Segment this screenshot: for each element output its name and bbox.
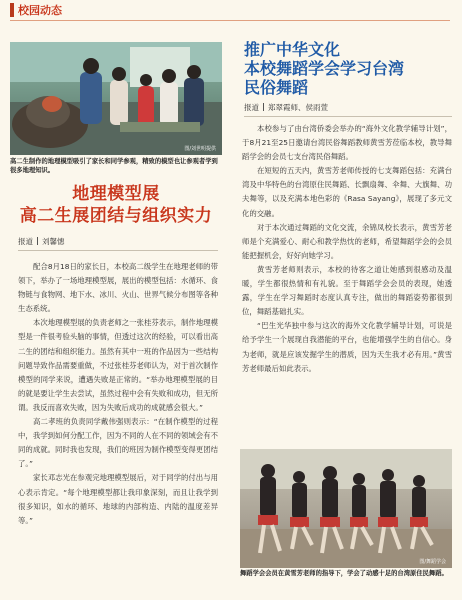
byline	[18, 236, 65, 247]
photo-credit: 图/舞蹈学会	[419, 559, 446, 565]
section-title: 校园动态	[18, 4, 62, 17]
section-divider	[10, 20, 450, 21]
photo-caption: 高二生制作的地理模型吸引了家长和同学参观，精致的模型也让参观者学到很多地理知识。	[10, 158, 218, 174]
photo-caption: 舞蹈学会会员在黄雪芳老师的指导下，学会了动感十足的台湾原住民舞蹈。	[240, 570, 448, 577]
section-marker	[10, 3, 14, 17]
photo-credit: 图/刘世明提供	[184, 146, 216, 152]
left-article-body	[18, 260, 218, 528]
exhibition-scene	[10, 42, 222, 155]
byline-separator	[263, 103, 264, 111]
paragraph: 家长邓志光在参观完地理模型展后，对于同学的付出与用心表示肯定。“每个地理模型都让我印象深刻，而且让我学到很多知识，如水的循环、地球的内部构造、内陆的温度差异等。”	[18, 473, 218, 525]
byline-divider	[18, 250, 218, 251]
paragraph: 黄雪芳老师则表示，本校的待客之道让她感到很感动及温暖，学生都很热情和有礼貌。至于舞蹈学会会员的表现，她透露，学生在学习舞蹈时态度认真专注，做出的舞蹈姿势都很到位，舞蹈基础扎实。	[242, 264, 452, 317]
byline-authors: 郑翠霞师、侯雨萱	[268, 103, 328, 112]
article-title-line3: 民俗舞蹈	[244, 78, 309, 97]
geography-model-photo	[10, 42, 222, 155]
section-header	[0, 0, 462, 22]
article-title-line2: 高二生展团结与组织实力	[19, 206, 213, 226]
paragraph: “巴生光华独中参与这次的海外文化教学辅导计划，可说是给予学生一个展现自我潜能的平台，也能增强学生的自信心。身为老师，就是应该发掘学生的潜质，因为天生我才必有用。”黄雪芳老师最后如此表示。	[242, 321, 452, 373]
dance-practice-photo	[240, 449, 452, 568]
dance-scene	[240, 449, 452, 568]
paragraph: 高二孝班的负责同学戴伟强则表示：“在制作模型的过程中，我学到如何分配工作，因为不同的人在不同的领域会有不同的成就。同时我也发现，我们的班因为制作模型变得更团结了。”	[18, 417, 218, 469]
paragraph: 本次地理模型展的负责老师之一张桂芬表示，制作地理模型是一件很考验头脑的事情，但透过这次的经验，可以看出高二生的团结和组织能力。虽然有其中一班的作品因为一些结构问题导致作品需要重做，不过张桂芬老师认为，对于首次制作模型的同学来说，遭遇失败是正常的。“举办地理模型展的目的就是要让学生去尝试，虽然过程中会有失败和成功，但无所谓。我反而喜欢失败，因为失败后成功的成就感会很大。”	[18, 318, 218, 412]
byline-separator	[37, 237, 38, 245]
byline-label: 报道	[244, 103, 259, 112]
paragraph: 对于本次通过舞蹈的文化交流，余锦凤校长表示，黄雪芳老师是个充满爱心、耐心和教学热忱的老师，希望舞蹈学会的会员能把握机会，好好向她学习。	[242, 222, 452, 260]
article-title-line1: 地理模型展	[72, 184, 160, 204]
byline	[244, 102, 328, 113]
byline-author: 刘馨憓	[42, 237, 65, 246]
paragraph: 本校参与了由台湾侨委会举办的“海外文化教学辅导计划”，于8月21至25日邀请台湾民俗舞蹈教师黄雪芳莅临本校，教导舞蹈学会的会员七支台湾民俗舞蹈。	[242, 124, 452, 162]
paragraph: 在短短的五天内，黄雪芳老师传授的七支舞蹈包括：充满台湾及中华特色的台湾原住民舞蹈、长飘扇舞、伞舞、大旗舞、功夫舞等，以及充满本地色彩的《Rasa Sayang》，展现了多元文化的交融。	[242, 166, 452, 218]
byline-label: 报道	[18, 237, 33, 246]
byline-divider	[244, 116, 452, 117]
paragraph: 配合8月18日的家长日，本校高二级学生在地理老师的带领下，举办了一场地理模型展，展出的模型包括：水循环、食物链与食物网、地下水、冰川、火山、世界气候分布图等各种生态系统。	[18, 262, 218, 314]
article-title-line1: 推广中华文化	[244, 40, 341, 59]
right-article-body	[242, 122, 452, 376]
article-title-line2: 本校舞蹈学会学习台湾	[244, 59, 405, 78]
